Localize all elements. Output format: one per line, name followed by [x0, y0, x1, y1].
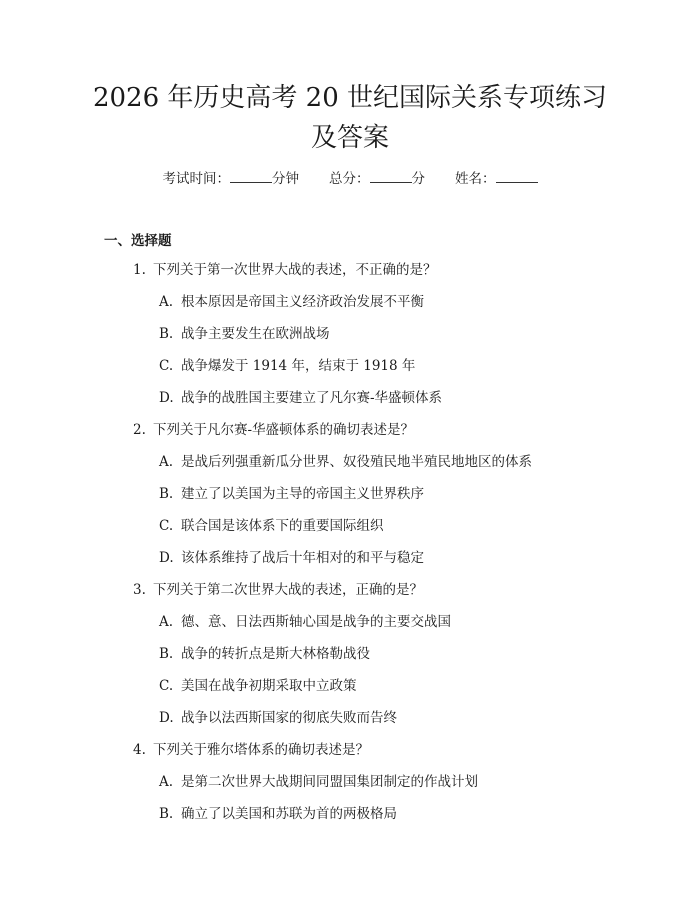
title-line-1: 2026 年历史高考 20 世纪国际关系专项练习: [92, 83, 608, 113]
option-text: 战争的转折点是斯大林格勒战役: [181, 646, 370, 662]
question-3: [133, 580, 423, 600]
question-2: [133, 420, 414, 440]
option-text: 战争爆发于 1914 年，结束于 1918 年: [181, 358, 416, 374]
document-title: [70, 78, 630, 158]
question-text: 下列关于第二次世界大战的表述，正确的是？: [153, 582, 423, 598]
question-number: 3.: [133, 582, 146, 598]
option-letter: A.: [159, 774, 174, 790]
option-letter: B.: [159, 806, 174, 822]
option-text: 战争主要发生在欧洲战场: [181, 326, 330, 342]
q3-option-d: [159, 708, 397, 728]
option-text: 确立了以美国和苏联为首的两极格局: [181, 806, 397, 822]
name-blank: [496, 168, 538, 183]
option-text: 根本原因是帝国主义经济政治发展不平衡: [181, 294, 424, 310]
q3-option-a: [159, 612, 451, 632]
exam-meta: [0, 168, 700, 189]
question-text: 下列关于第一次世界大战的表述，不正确的是？: [153, 262, 437, 278]
option-text: 建立了以美国为主导的帝国主义世界秩序: [181, 486, 424, 502]
q4-option-a: [159, 772, 478, 792]
option-letter: C.: [159, 678, 174, 694]
question-text: 下列关于雅尔塔体系的确切表述是？: [153, 742, 369, 758]
title-line-2: 及答案: [310, 123, 389, 153]
option-letter: B.: [159, 486, 174, 502]
q2-option-c: [159, 516, 384, 536]
question-text: 下列关于凡尔赛-华盛顿体系的确切表述是？: [153, 422, 415, 438]
option-letter: C.: [159, 358, 174, 374]
q1-option-c: [159, 356, 415, 376]
option-letter: A.: [159, 614, 174, 630]
option-letter: B.: [159, 646, 174, 662]
option-text: 该体系维持了战后十年相对的和平与稳定: [181, 550, 424, 566]
question-number: 2.: [133, 422, 146, 438]
option-letter: D.: [159, 390, 174, 406]
q1-option-d: [159, 388, 442, 408]
option-text: 德、意、日法西斯轴心国是战争的主要交战国: [181, 614, 451, 630]
option-text: 是战后列强重新瓜分世界、奴役殖民地半殖民地地区的体系: [181, 454, 532, 470]
option-text: 是第二次世界大战期间同盟国集团制定的作战计划: [181, 774, 478, 790]
q3-option-b: [159, 644, 370, 664]
question-number: 1.: [133, 262, 146, 278]
q1-option-b: [159, 324, 330, 344]
time-unit: 分钟: [272, 171, 299, 187]
option-text: 联合国是该体系下的重要国际组织: [181, 518, 384, 534]
q2-option-b: [159, 484, 424, 504]
q1-option-a: [159, 292, 424, 312]
option-text: 战争以法西斯国家的彻底失败而告终: [181, 710, 397, 726]
time-blank: [230, 168, 272, 183]
option-letter: A.: [159, 294, 174, 310]
q3-option-c: [159, 676, 357, 696]
score-blank: [370, 168, 412, 183]
question-4: [133, 740, 369, 760]
question-1: [133, 260, 437, 280]
score-label: 总分：: [329, 171, 370, 187]
option-text: 美国在战争初期采取中立政策: [181, 678, 357, 694]
q4-option-b: [159, 804, 397, 824]
section-title: 一、选择题: [104, 233, 172, 249]
name-label: 姓名：: [455, 171, 496, 187]
option-text: 战争的战胜国主要建立了凡尔赛-华盛顿体系: [181, 390, 443, 406]
option-letter: B.: [159, 326, 174, 342]
question-number: 4.: [133, 742, 146, 758]
option-letter: D.: [159, 710, 174, 726]
option-letter: D.: [159, 550, 174, 566]
option-letter: C.: [159, 518, 174, 534]
score-unit: 分: [411, 171, 425, 187]
time-label: 考试时间：: [162, 171, 230, 187]
option-letter: A.: [159, 454, 174, 470]
q2-option-d: [159, 548, 424, 568]
q2-option-a: [159, 452, 532, 472]
